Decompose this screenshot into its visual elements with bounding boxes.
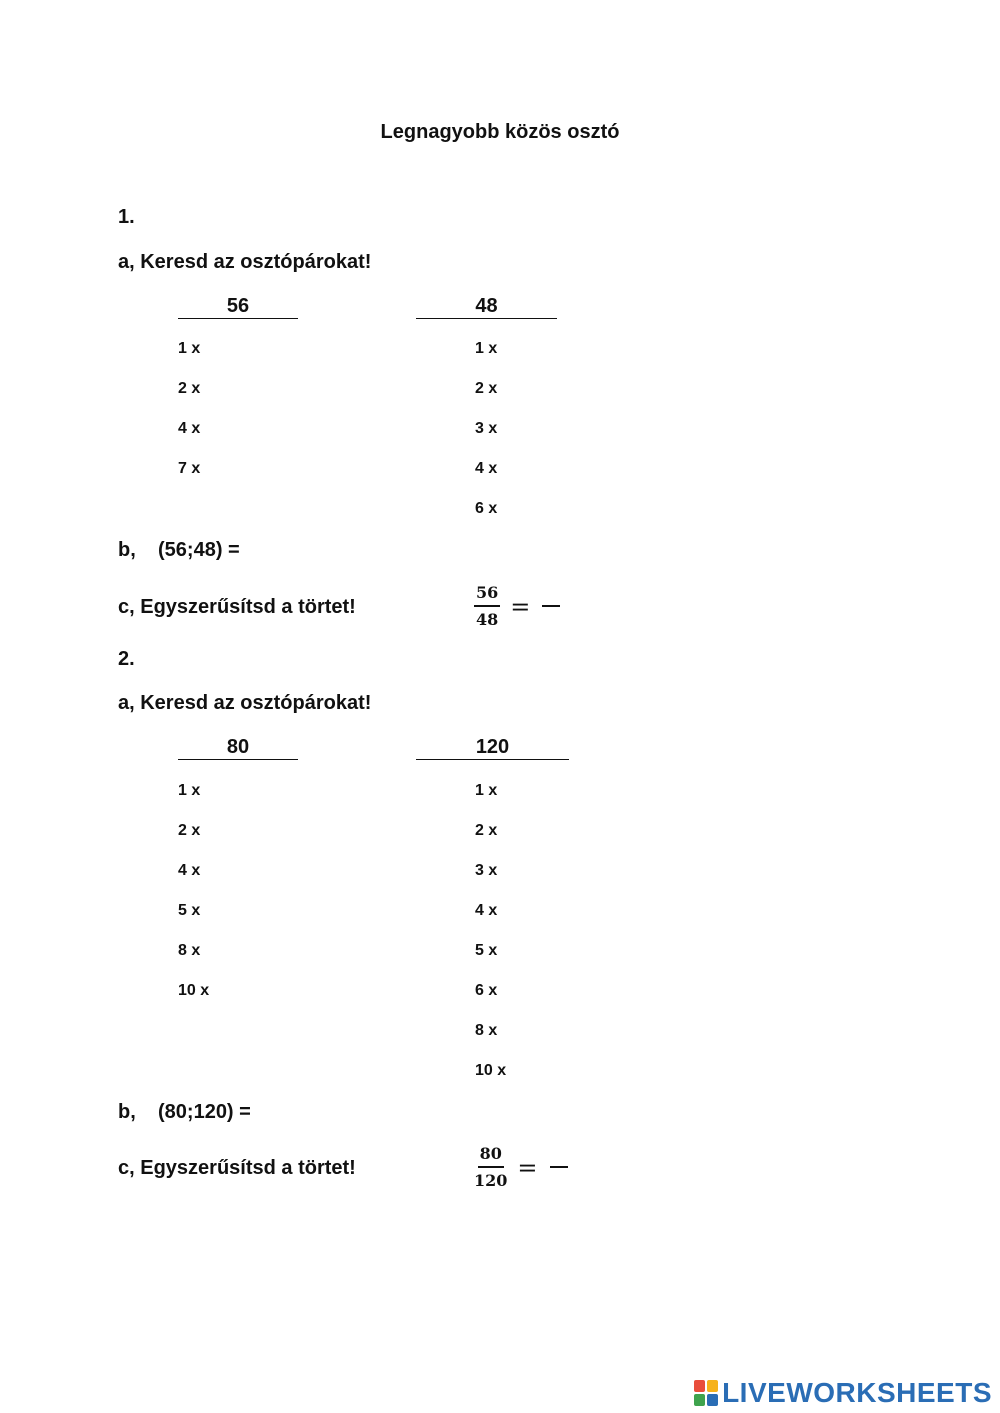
task1-right-number-header: 48 (416, 295, 557, 319)
task2-right-divisor-row: 2 x (475, 822, 498, 839)
task2-right-divisor-row: 4 x (475, 902, 498, 919)
task1-right-divisor-row: 1 x (475, 340, 498, 357)
task2-answer-fraction-blank[interactable] (550, 1166, 568, 1168)
task2-number: 2. (118, 648, 135, 670)
task2-right-number-header: 120 (416, 736, 569, 760)
task1-gcd-expression: (56;48) = (158, 539, 240, 561)
task1-fraction (474, 584, 560, 629)
task2-fraction-denominator: 120 (474, 1171, 508, 1190)
task1-part-a-instruction: a, Keresd az osztópárokat! (118, 251, 372, 273)
task2-part-c-instruction: c, Egyszerűsítsd a törtet! (118, 1157, 356, 1179)
task1-part-b-label: b, (118, 539, 136, 561)
liveworksheets-logo-text: LIVEWORKSHEETS (722, 1377, 992, 1408)
task2-right-divisor-row: 8 x (475, 1022, 498, 1039)
task1-part-c-instruction: c, Egyszerűsítsd a törtet! (118, 596, 356, 618)
task2-left-number-header: 80 (178, 736, 298, 760)
task2-part-b-label: b, (118, 1101, 136, 1123)
task2-equals-sign: = (517, 1153, 538, 1182)
task2-fraction (474, 1145, 568, 1190)
liveworksheets-logo (694, 1377, 992, 1409)
task1-left-divisor-row: 1 x (178, 340, 201, 357)
task2-right-divisor-row: 6 x (475, 982, 498, 999)
task2-left-divisor-row: 10 x (178, 982, 210, 999)
task2-left-divisor-row: 4 x (178, 862, 201, 879)
task2-left-divisor-row: 1 x (178, 782, 201, 799)
task1-equals-sign: = (510, 592, 531, 621)
task2-right-divisor-row: 3 x (475, 862, 498, 879)
task2-right-divisor-row: 1 x (475, 782, 498, 799)
liveworksheets-logo-icon (694, 1380, 718, 1406)
task1-left-divisor-row: 2 x (178, 380, 201, 397)
task1-right-divisor-row: 6 x (475, 500, 498, 517)
task2-gcd-expression: (80;120) = (158, 1101, 251, 1123)
task1-left-divisor-row: 4 x (178, 420, 201, 437)
task1-right-divisor-row: 3 x (475, 420, 498, 437)
task2-left-divisor-row: 8 x (178, 942, 201, 959)
task1-answer-fraction-blank[interactable] (542, 605, 560, 607)
task1-right-divisor-row: 4 x (475, 460, 498, 477)
task2-left-divisor-row: 5 x (178, 902, 201, 919)
task1-left-divisor-row: 7 x (178, 460, 201, 477)
task2-right-divisor-row: 10 x (475, 1062, 507, 1079)
page-title: Legnagyobb közös osztó (380, 121, 620, 143)
task1-number: 1. (118, 206, 135, 228)
task1-fraction-denominator: 48 (476, 610, 499, 629)
task1-fraction-numerator: 56 (474, 584, 500, 607)
task2-right-divisor-row: 5 x (475, 942, 498, 959)
task1-right-divisor-row: 2 x (475, 380, 498, 397)
task2-part-a-instruction: a, Keresd az osztópárokat! (118, 692, 372, 714)
task2-left-divisor-row: 2 x (178, 822, 201, 839)
task2-fraction-numerator: 80 (478, 1145, 504, 1168)
task1-left-number-header: 56 (178, 295, 298, 319)
